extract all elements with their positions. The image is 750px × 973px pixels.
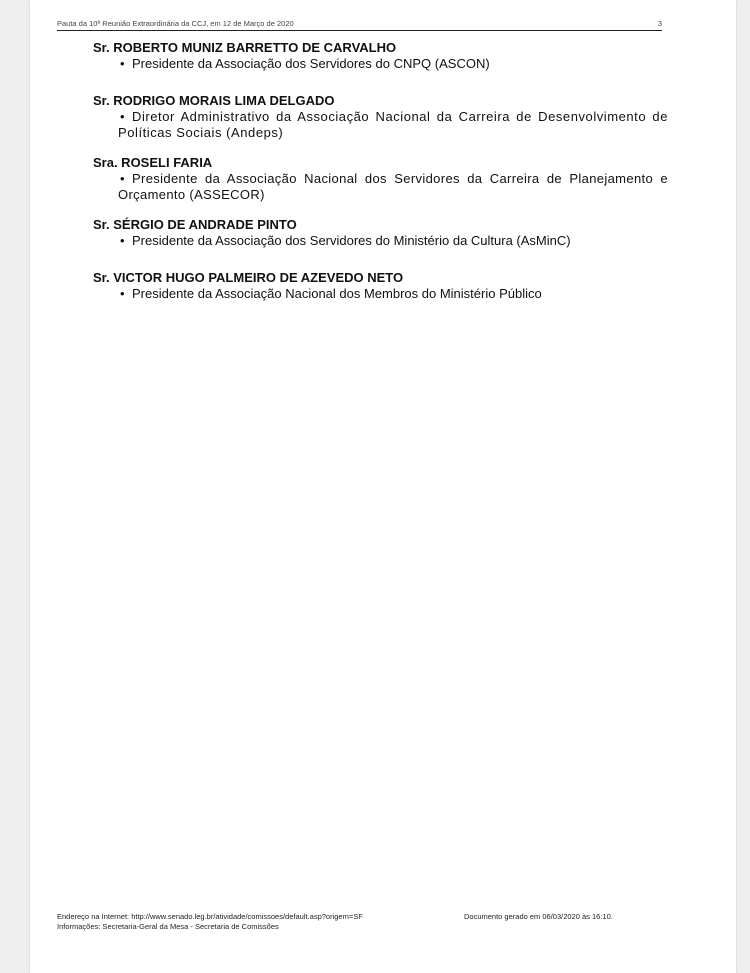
participant-role <box>118 233 668 249</box>
participant-name: Sr. SÉRGIO DE ANDRADE PINTO <box>93 217 297 232</box>
participant-name: Sra. ROSELI FARIA <box>93 155 213 170</box>
role-text: Presidente da Associação dos Servidores do Ministério da Cultura (AsMinC) <box>132 233 571 248</box>
participant-name: Sr. ROBERTO MUNIZ BARRETTO DE CARVALHO <box>93 40 397 55</box>
footer-address: Endereço na Internet: http://www.senado.leg.br/atividade/comissoes/default.asp?origem=SF <box>57 912 363 921</box>
page-footer-left <box>57 912 363 932</box>
document-page <box>30 0 736 973</box>
role-text: Presidente da Associação Nacional dos Membros do Ministério Público <box>132 286 542 301</box>
bullet-icon: • <box>120 109 126 124</box>
page-footer-right <box>464 912 613 922</box>
page-number: 3 <box>657 19 662 28</box>
participant-role <box>118 286 668 302</box>
role-text: Diretor Administrativo da Associação Nacional da Carreira de Desenvolvimento de Políticas Sociais (Andeps) <box>118 109 668 140</box>
participant-entry <box>93 270 668 302</box>
participant-name: Sr. RODRIGO MORAIS LIMA DELGADO <box>93 93 335 108</box>
bullet-icon: • <box>120 286 125 301</box>
participant-role <box>118 109 668 141</box>
bullet-icon: • <box>120 233 125 248</box>
footer-generated: Documento gerado em 06/03/2020 às 16:10. <box>464 912 613 921</box>
footer-info: Informações: Secretaria-Geral da Mesa - Secretaria de Comissões <box>57 922 279 931</box>
participant-role <box>118 171 668 203</box>
participant-entry <box>93 217 668 249</box>
role-text: Presidente da Associação dos Servidores do CNPQ (ASCON) <box>132 56 490 71</box>
participant-entry <box>93 155 668 203</box>
participant-name: Sr. VICTOR HUGO PALMEIRO DE AZEVEDO NETO <box>93 270 404 285</box>
participant-entry <box>93 40 668 72</box>
bullet-icon: • <box>120 56 125 71</box>
page-header <box>57 19 662 31</box>
role-text: Presidente da Associação Nacional dos Servidores da Carreira de Planejamento e Orçamento (ASSECOR) <box>118 171 668 202</box>
participant-role <box>118 56 668 72</box>
header-title: Pauta da 10ª Reunião Extraordinária da CCJ, em 12 de Março de 2020 <box>57 19 294 28</box>
participant-entry <box>93 93 668 141</box>
bullet-icon: • <box>120 171 125 186</box>
